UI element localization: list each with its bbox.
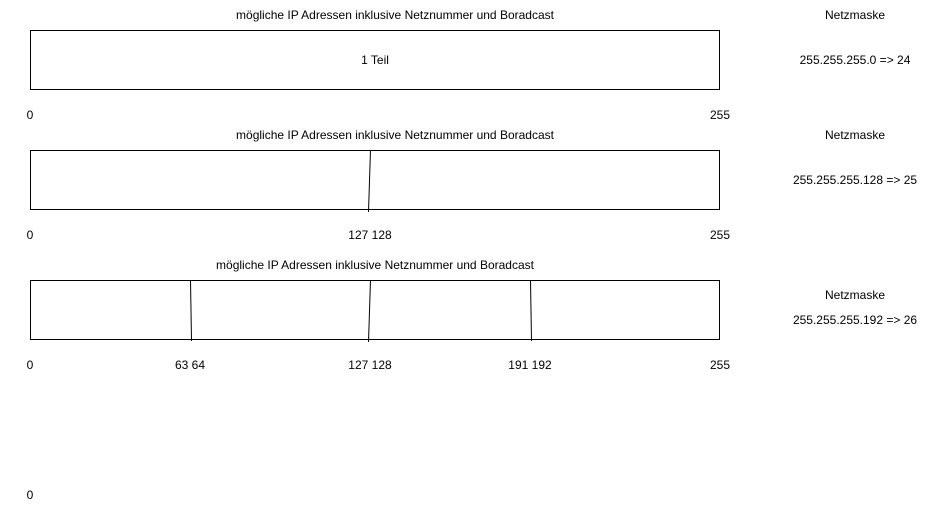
row1-end-label: 255: [709, 108, 731, 122]
row3-end-label: 255: [709, 358, 731, 372]
row3-split-label-3: 191 192: [508, 358, 552, 372]
row2-end-label: 255: [709, 228, 731, 242]
row3-netmask-label: Netzmaske: [824, 288, 886, 302]
row2-title: mögliche IP Adressen inklusive Netznummer und Boradcast: [236, 128, 554, 142]
row3-title: mögliche IP Adressen inklusive Netznummer und Boradcast: [216, 258, 534, 272]
row2-netmask-label: Netzmaske: [824, 128, 886, 142]
row1-box-text: 1 Teil: [361, 53, 389, 67]
row3-split-label-1: 63 64: [174, 358, 206, 372]
row2-address-box[interactable]: [30, 150, 720, 210]
row1-netmask-label: Netzmaske: [824, 8, 886, 22]
row1-start-label: 0: [26, 108, 34, 122]
row3-start-label: 0: [26, 358, 34, 372]
row1-netmask-value: 255.255.255.0 => 24: [799, 53, 911, 67]
row3-address-box[interactable]: [30, 280, 720, 340]
row1-title: mögliche IP Adressen inklusive Netznummer und Boradcast: [236, 8, 554, 22]
row3-split-label-2: 127 128: [348, 358, 392, 372]
row2-split-label: 127 128: [348, 228, 392, 242]
row3-netmask-value: 255.255.255.192 => 26: [792, 313, 918, 327]
row2-start-label: 0: [26, 228, 34, 242]
row2-netmask-value: 255.255.255.128 => 25: [792, 173, 918, 187]
bottom-start-label: 0: [26, 488, 34, 502]
